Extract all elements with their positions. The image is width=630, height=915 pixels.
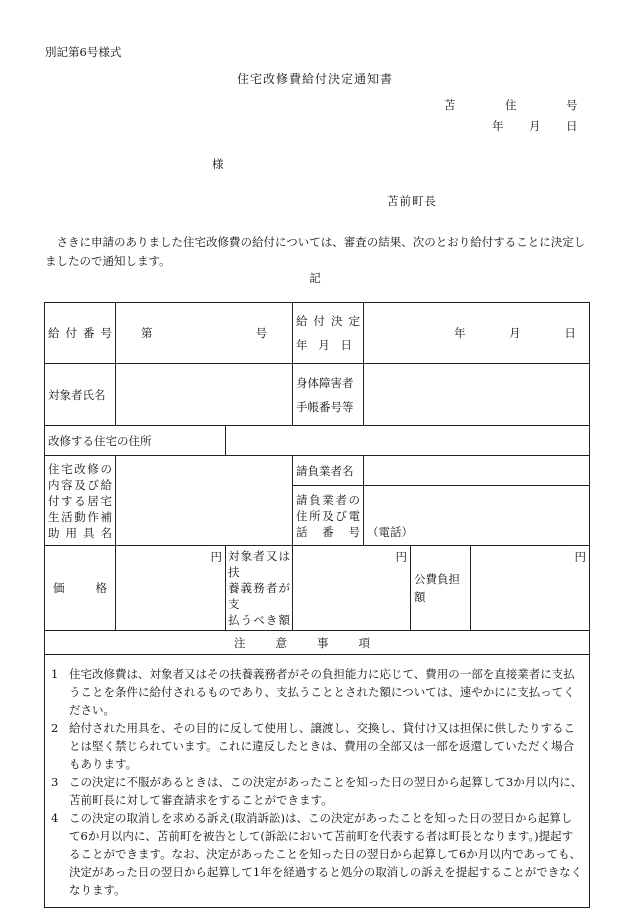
date-day: 日: [566, 119, 578, 133]
decision-date-value: 年 月 日: [364, 303, 590, 364]
notes-section: [45, 655, 590, 908]
content-label: 住宅改修の 内容及び給 付する居宅 生活動作補 助用具名: [45, 456, 116, 546]
price-value: 円: [116, 546, 226, 631]
content-value: [116, 456, 293, 546]
decision-date-label: 給付決定 年 月 日: [293, 303, 364, 364]
grant-number-value: 第 号: [116, 303, 293, 364]
contractor-address-value: [364, 486, 590, 546]
contractor-address-label: 請負業者の 住所及び電 話 番 号: [293, 486, 364, 546]
subject-name-label: 対象者氏名: [45, 364, 116, 426]
body-text: さきに申請のありました住宅改修費の給付については、審査の結果、次のとおり給付することに決定しましたので通知します。: [45, 235, 586, 268]
contractor-label: 請負業者名: [293, 456, 364, 486]
payer-value: 円: [293, 546, 411, 631]
issuer: 苫前町長: [387, 194, 437, 208]
payer-label: 対象者又は扶 養義務者が支 払うべき額: [226, 546, 293, 631]
handbook-value: [364, 364, 590, 426]
note-item: 3 この決定に不服があるときは、この決定があったことを知った日の翌日から起算して3か月以内に、苫前町長に対して審査請求をすることができます。: [51, 775, 583, 807]
phone-label: （電話）: [367, 525, 413, 539]
address-label: 改修する住宅の住所: [45, 426, 226, 456]
handbook-label: 身体障害者 手帳番号等: [293, 364, 364, 426]
decision-table: [44, 302, 590, 908]
document-title: 住宅改修費給付決定通知書: [236, 72, 393, 86]
public-burden-value: 円: [471, 546, 590, 631]
doc-number-prefix: 苫: [444, 98, 456, 112]
doc-number-suffix: 号: [566, 98, 578, 112]
note-item: 1 住宅改修費は、対象者又はその扶養義務者がその負担能力に応じて、費用の一部を直接業者に支払うことを条件に給付されるものであり、支払うこととされた額については、速やかにに支払ってください。: [51, 667, 575, 717]
note-item: 2 給付された用具を、その目的に反して使用し、譲渡し、交換し、貸付け又は担保に供したりすることは堅く禁じられています。これに違反したときは、費用の全部又は一部を返還していただく場合もあります。: [51, 721, 575, 771]
ki-label: 記: [309, 271, 321, 285]
grant-number-label: 給付番号: [45, 303, 116, 364]
date-year: 年: [492, 119, 504, 133]
notes-title: 注意事項: [45, 631, 590, 655]
public-burden-label: 公費負担額: [411, 546, 471, 631]
subject-name-value: [116, 364, 293, 426]
date-month: 月: [529, 119, 541, 133]
form-id: 別記第6号様式: [45, 45, 122, 59]
doc-number-middle: 住: [505, 98, 517, 112]
price-label: 価格: [45, 546, 116, 631]
note-item: 4 この決定の取消しを求める訴え(取消訴訟)は、この決定があったことを知った日の翌日から起算して6か月以内に、苫前町を被告として(訴訟において苫前町を代表する者は町長となります。)提起することができます。なお、決定があったことを知った日の翌日から起算して6か月以内であっても、決定があった日の翌日から起算して1年を経過すると処分の取消しの訴えを提起することができなくなります。: [51, 811, 583, 897]
address-value: [226, 426, 590, 456]
contractor-value: [364, 456, 590, 486]
recipient-suffix: 様: [212, 157, 224, 171]
